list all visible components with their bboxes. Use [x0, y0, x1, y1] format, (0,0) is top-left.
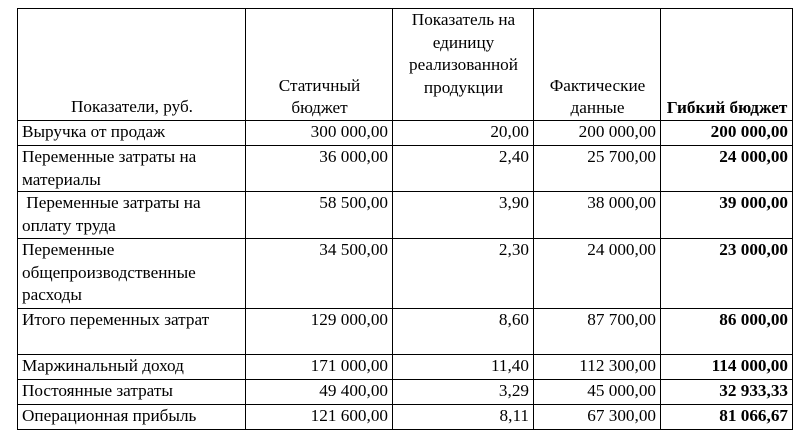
- row-label: Переменные общепроизводственные расходы: [18, 238, 246, 308]
- actual-value: 24 000,00: [534, 238, 661, 308]
- flexible-value: 39 000,00: [661, 192, 793, 238]
- static-value: 171 000,00: [246, 354, 393, 379]
- row-label: Переменные затраты на оплату труда: [18, 192, 246, 238]
- static-value: 34 500,00: [246, 238, 393, 308]
- static-value: 58 500,00: [246, 192, 393, 238]
- row-label: Выручка от продаж: [18, 121, 246, 146]
- actual-value: 67 300,00: [534, 404, 661, 429]
- row-label: Маржинальный доход: [18, 354, 246, 379]
- per-unit-value: 2,30: [393, 238, 534, 308]
- flexible-value: 114 000,00: [661, 354, 793, 379]
- per-unit-value: 20,00: [393, 121, 534, 146]
- static-value: 300 000,00: [246, 121, 393, 146]
- table-row: [18, 354, 793, 379]
- per-unit-value: 3,29: [393, 379, 534, 404]
- header-per-unit: Показатель на единицу реализованной продукции: [393, 9, 534, 121]
- static-value: 121 600,00: [246, 404, 393, 429]
- per-unit-value: 8,11: [393, 404, 534, 429]
- flexible-value: 86 000,00: [661, 308, 793, 354]
- actual-value: 45 000,00: [534, 379, 661, 404]
- per-unit-value: 8,60: [393, 308, 534, 354]
- actual-value: 87 700,00: [534, 308, 661, 354]
- actual-value: 112 300,00: [534, 354, 661, 379]
- header-actual-data: Фактические данные: [534, 9, 661, 121]
- per-unit-value: 2,40: [393, 146, 534, 192]
- header-static-budget: Статичный бюджет: [246, 9, 393, 121]
- actual-value: 25 700,00: [534, 146, 661, 192]
- flexible-value: 23 000,00: [661, 238, 793, 308]
- table-row: [18, 121, 793, 146]
- row-label: Операционная прибыль: [18, 404, 246, 429]
- row-label: Итого переменных затрат: [18, 308, 246, 354]
- actual-value: 200 000,00: [534, 121, 661, 146]
- per-unit-value: 3,90: [393, 192, 534, 238]
- table-row: [18, 379, 793, 404]
- static-value: 129 000,00: [246, 308, 393, 354]
- per-unit-value: 11,40: [393, 354, 534, 379]
- table-row: [18, 308, 793, 354]
- header-indicators: Показатели, руб.: [18, 9, 246, 121]
- row-label: Постоянные затраты: [18, 379, 246, 404]
- table-row: [18, 146, 793, 192]
- header-flexible-budget: Гибкий бюджет: [661, 9, 793, 121]
- table-row: [18, 404, 793, 429]
- flexible-value: 32 933,33: [661, 379, 793, 404]
- static-value: 36 000,00: [246, 146, 393, 192]
- flexible-value: 81 066,67: [661, 404, 793, 429]
- row-label: Переменные затраты на материалы: [18, 146, 246, 192]
- flexible-value: 24 000,00: [661, 146, 793, 192]
- table-row: [18, 238, 793, 308]
- flexible-budget-table: [17, 8, 793, 430]
- flexible-value: 200 000,00: [661, 121, 793, 146]
- actual-value: 38 000,00: [534, 192, 661, 238]
- static-value: 49 400,00: [246, 379, 393, 404]
- table-row: [18, 192, 793, 238]
